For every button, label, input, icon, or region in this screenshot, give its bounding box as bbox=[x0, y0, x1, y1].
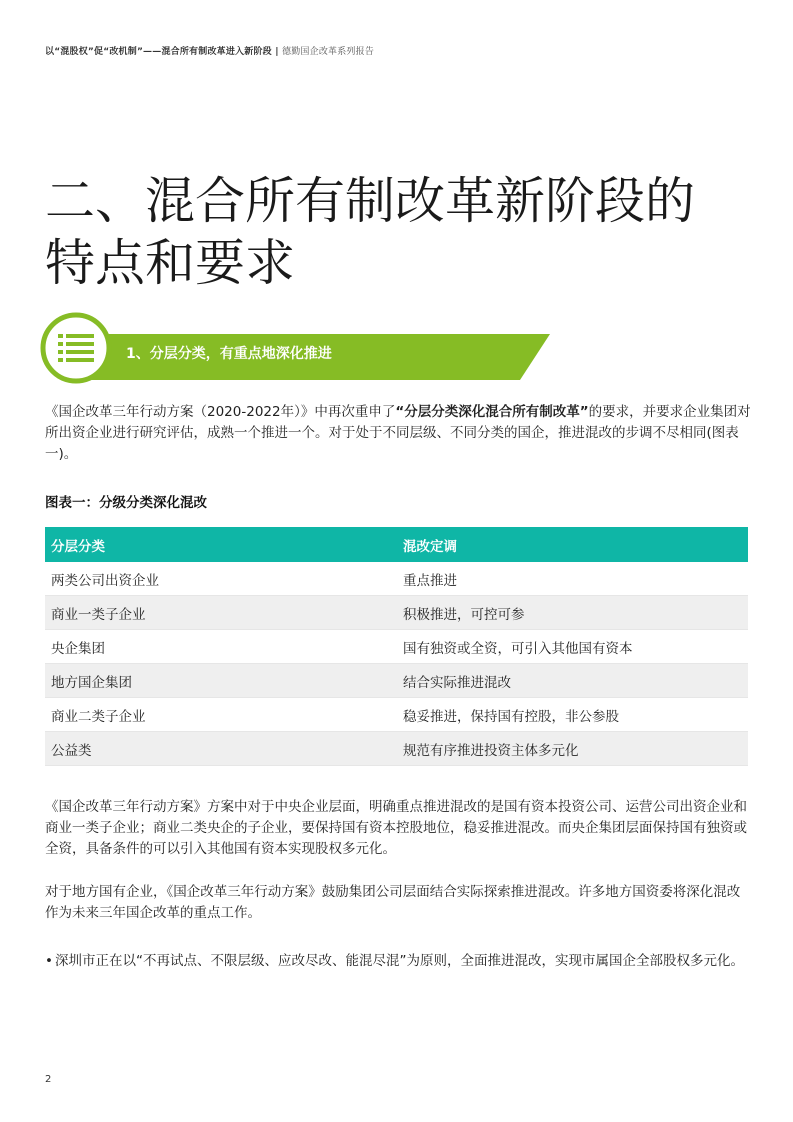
table-cell: 商业二类子企业 bbox=[45, 698, 397, 732]
table-row bbox=[45, 732, 748, 766]
bullet-dot-icon: • bbox=[45, 953, 53, 969]
table-row bbox=[45, 596, 748, 630]
table-header-row bbox=[45, 527, 748, 562]
central-soe-paragraph: 《国企改革三年行动方案》方案中对于中央企业层面，明确重点推进混改的是国有资本投资公司、运营公司出资企业和商业一类子企业；商业二类央企的子企业，要保持国有资本控股地位，稳妥推进混改。而央企集团层面保持国有独资或全资，具备条件的可以引入其他国有资本实现股权多元化。 bbox=[45, 799, 747, 857]
intro-emphasis: “分层分类深化混合所有制改革” bbox=[395, 404, 589, 420]
table-cell: 地方国企集团 bbox=[45, 664, 397, 698]
page-title-line2: 特点和要求 bbox=[45, 234, 295, 292]
table-cell: 国有独资或全资，可引入其他国有资本 bbox=[397, 630, 748, 664]
classification-table bbox=[45, 527, 748, 766]
header-series: 德勤国企改革系列报告 bbox=[282, 47, 375, 57]
section-banner bbox=[40, 310, 520, 390]
intro-pre: 《国企改革三年行动方案（2020-2022年）》中再次重申了 bbox=[45, 404, 396, 420]
table-row bbox=[45, 664, 748, 698]
table-cell: 央企集团 bbox=[45, 630, 397, 664]
table-cell: 重点推进 bbox=[397, 562, 748, 596]
bullet-text: 深圳市正在以“不再试点、不限层级、应改尽改、能混尽混”为原则，全面推进混改，实现市属国企全部股权多元化。 bbox=[55, 953, 744, 969]
table-cell: 公益类 bbox=[45, 732, 397, 766]
table-cell: 结合实际推进混改 bbox=[397, 664, 748, 698]
running-header bbox=[45, 44, 374, 57]
intro-paragraph bbox=[45, 402, 753, 465]
page-title bbox=[45, 170, 765, 294]
local-soe-paragraph: 对于地方国有企业，《国企改革三年行动方案》鼓励集团公司层面结合实际探索推进混改。许多地方国资委将深化混改作为未来三年国企改革的重点工作。 bbox=[45, 884, 741, 921]
table-cell: 稳妥推进，保持国有控股，非公参股 bbox=[397, 698, 748, 732]
table-row bbox=[45, 630, 748, 664]
list-icon bbox=[40, 312, 112, 384]
table-row bbox=[45, 562, 748, 596]
intro-post: 的要求，并要求企业集团对所出资企业进行研究评估，成熟一个推进一个。对于处于不同层级、不同分类的国企，推进混改的步调不尽相同(图表一)。 bbox=[45, 404, 751, 462]
page-title-line1: 二、混合所有制改革新阶段的 bbox=[45, 172, 695, 230]
column-header: 分层分类 bbox=[45, 527, 397, 562]
header-title: 以“混股权”促“改机制”——混合所有制改革进入新阶段 | bbox=[45, 47, 283, 57]
section-label: 1、分层分类，有重点地深化推进 bbox=[126, 346, 332, 362]
table-cell: 商业一类子企业 bbox=[45, 596, 397, 630]
table-cell: 两类公司出资企业 bbox=[45, 562, 397, 596]
bullet-item bbox=[45, 950, 753, 972]
table-cell: 积极推进，可控可参 bbox=[397, 596, 748, 630]
table-row bbox=[45, 698, 748, 732]
table-cell: 规范有序推进投资主体多元化 bbox=[397, 732, 748, 766]
page-number: 2 bbox=[45, 1074, 52, 1085]
column-header: 混改定调 bbox=[397, 527, 748, 562]
figure-title: 图表一：分级分类深化混改 bbox=[45, 495, 207, 511]
